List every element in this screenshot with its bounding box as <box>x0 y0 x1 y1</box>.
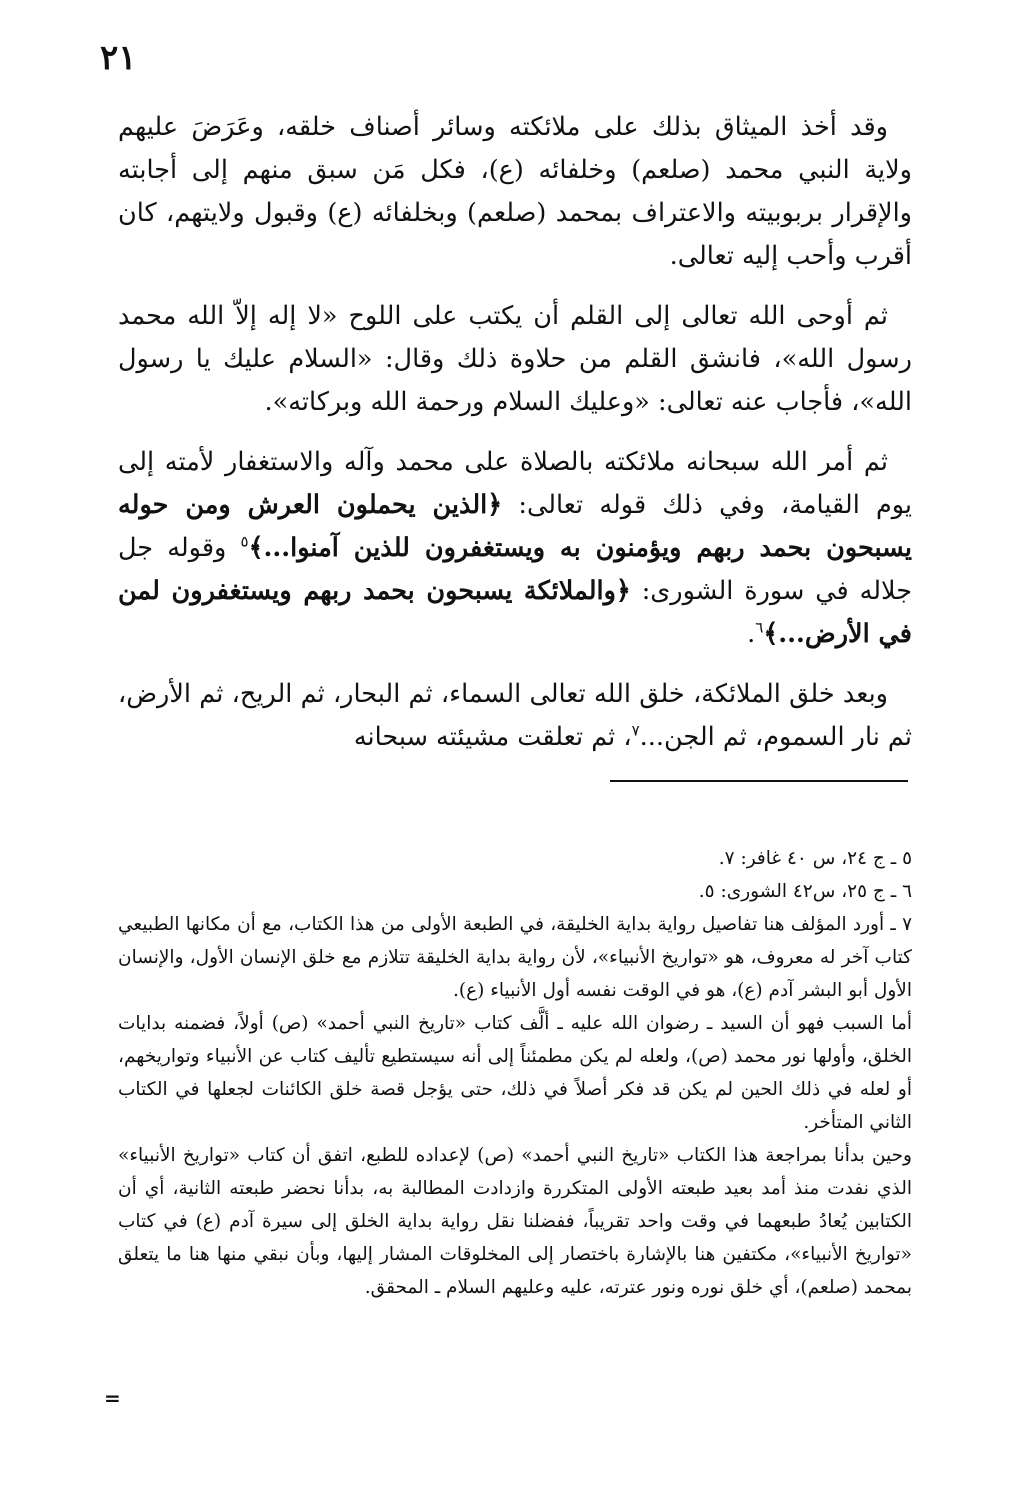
paragraph-2 <box>118 295 912 424</box>
paragraph-4 <box>118 673 912 759</box>
footnote-ref-5: ٥ <box>240 532 249 551</box>
footnote-separator <box>610 780 908 782</box>
paragraph-3-text-b: وقوله جل جلاله في سورة الشورى: <box>118 533 912 606</box>
paragraph-3-end: . <box>747 619 756 649</box>
footnote-ref-6: ٦ <box>755 618 764 637</box>
paragraph-4-text-a: وبعد خلق الملائكة، خلق الله تعالى السماء، ثم البحار، ثم الريح، ثم الأرض، ثم نار السموم، ثم الجن... <box>118 679 912 752</box>
page-number: ٢١ <box>100 38 137 78</box>
footnote-6: ٦ ـ ج ٢٥، س٤٢ الشورى: ٥. <box>698 881 912 902</box>
footnote-7-continuation-2: وحين بدأنا بمراجعة هذا الكتاب «تاريخ النبي أحمد» (ص) لإعداده للطبع، اتفق أن كتاب «تواريخ الأنبياء» الذي نفدت منذ أمد بعيد طبعته الأولى المتكررة وازدادت المطالبة به، بدأنا نحضر طبعته الثانية، أي أن الكتابين يُعادُ طبعهما في وقت واحد تقريباً، ففضلنا نقل رواية بداية الخلق إلى سيرة آدم (ع) في كتاب «تواريخ الأنبياء»، مكتفين هنا بالإشارة باختصار إلى المخلوقات المشار إليها، وبأن نبقي منها هنا ما يتعلق بمحمد (صلعم)، أي خلق نوره ونور عترته، عليه وعليهم السلام ـ المحقق. <box>118 1145 912 1298</box>
paragraph-3 <box>118 441 912 656</box>
footnotes <box>118 842 912 1304</box>
continuation-mark: = <box>104 1386 121 1410</box>
footnote-7: ٧ ـ أورد المؤلف هنا تفاصيل رواية بداية الخليقة، في الطبعة الأولى من هذا الكتاب، مع أن مكانها الطبيعي كتاب آخر له معروف، هو «تواريخ الأنبياء»، لأن رواية بداية الخليقة تتلازم مع خلق الإنسان الأول، والإنسان الأول أبو البشر آدم (ع)، هو في الوقت نفسه أول الأنبياء (ع). <box>118 914 912 1001</box>
paragraph-4-text-b: ، ثم تعلقت مشيئته سبحانه <box>353 722 632 752</box>
footnote-7-continuation-1: أما السبب فهو أن السيد ـ رضوان الله عليه ـ ألَّف كتاب «تاريخ النبي أحمد» (ص) أولاً، فضمنه بدايات الخلق، وأولها نور محمد (ص)، ولعله لم يكن مطمئناً إلى أنه سيستطيع تأليف كتاب عن الأنبياء وتواريخهم، أو لعله في ذلك الحين لم يكن قد فكر أصلاً في ذلك، حتى يؤجل قصة خلق الكائنات لجعلها في الكتاب الثاني المتأخر. <box>118 1013 912 1133</box>
quran-verse-1: ﴿الذين يحملون العرش ومن حوله يسبحون بحمد ربهم ويؤمنون به ويستغفرون للذين آمنوا...﴾ <box>118 490 912 563</box>
quran-verse-2: ﴿والملائكة يسبحون بحمد ربهم ويستغفرون لمن في الأرض...﴾ <box>118 576 912 649</box>
paragraph-3-text-a: ثم أمر الله سبحانه ملائكته بالصلاة على محمد وآله والاستغفار لأمته إلى يوم القيامة، وفي ذلك قوله تعالى: <box>118 447 912 520</box>
paragraph-2-text: ثم أوحى الله تعالى إلى القلم أن يكتب على اللوح «لا إله إلاّ الله محمد رسول الله»، فانشق القلم من حلاوة ذلك وقال: «السلام عليك يا رسول الله»، فأجاب عنه تعالى: «وعليك السلام ورحمة الله وبركاته». <box>118 301 912 417</box>
footnote-5: ٥ ـ ج ٢٤، س ٤٠ غافر: ٧. <box>718 848 912 869</box>
paragraph-1-text: وقد أخذ الميثاق بذلك على ملائكته وسائر أصناف خلقه، وعَرَضَ عليهم ولاية النبي محمد (صلعم) وخلفائه (ع)، فكل مَن سبق منهم إلى أجابته والإقرار بربوبيته والاعتراف بمحمد (صلعم) وبخلفائه (ع) وقبول ولايتهم، كان أقرب وأحب إليه تعالى. <box>118 112 912 271</box>
footnote-ref-7: ٧ <box>631 721 640 740</box>
main-text <box>118 106 912 776</box>
paragraph-1 <box>118 106 912 278</box>
